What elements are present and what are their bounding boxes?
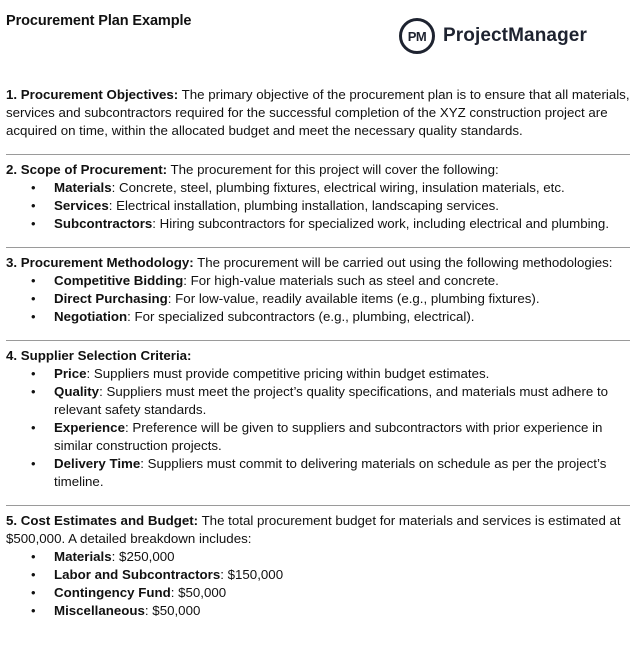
list-item-description: : $250,000 xyxy=(111,549,175,564)
list-item-term: Subcontractors xyxy=(54,216,153,231)
list-item xyxy=(6,308,630,326)
bullet-icon: • xyxy=(31,585,36,600)
section-heading: 1. Procurement Objectives: xyxy=(6,87,179,102)
section-paragraph xyxy=(6,347,630,365)
section-heading: 4. Supplier Selection Criteria: xyxy=(6,348,192,363)
list-item-description: : $150,000 xyxy=(220,567,284,582)
section-heading: 2. Scope of Procurement: xyxy=(6,162,168,177)
section-text: The total procurement budget for materials and services is estimated at $500,000. A detailed breakdown includes: xyxy=(6,513,621,546)
bullet-icon: • xyxy=(31,456,36,471)
projectmanager-logo xyxy=(399,17,587,55)
list-item-description: : Suppliers must provide competitive pricing within budget estimates. xyxy=(86,366,490,381)
list-item-term: Direct Purchasing xyxy=(54,291,168,306)
list-item xyxy=(6,179,630,197)
section-1 xyxy=(6,86,630,140)
bullet-list xyxy=(6,365,630,491)
list-item-term: Delivery Time xyxy=(54,456,141,471)
pm-logo-icon: PM xyxy=(399,18,435,54)
list-item xyxy=(6,290,630,308)
list-item xyxy=(6,383,630,419)
list-item-term: Labor and Subcontractors xyxy=(54,567,221,582)
list-item-description: : Hiring subcontractors for specialized work, including electrical and plumbing. xyxy=(152,216,610,231)
section-divider xyxy=(6,505,630,506)
section-divider xyxy=(6,247,630,248)
list-item-description: : $50,000 xyxy=(144,603,201,618)
document-title: Procurement Plan Example xyxy=(6,13,192,29)
list-item-term: Services xyxy=(54,198,109,213)
section-paragraph xyxy=(6,512,630,548)
list-item-term: Price xyxy=(54,366,87,381)
bullet-list xyxy=(6,179,630,233)
section-paragraph xyxy=(6,161,630,179)
list-item-description: : Suppliers must meet the project’s quality specifications, and materials must adhere to relevant safety standards. xyxy=(54,384,609,417)
bullet-icon: • xyxy=(31,273,36,288)
logo-wordmark: ProjectManager xyxy=(443,25,587,46)
list-item-term: Competitive Bidding xyxy=(54,273,184,288)
list-item-term: Negotiation xyxy=(54,309,128,324)
list-item-description: : For specialized subcontractors (e.g., plumbing, electrical). xyxy=(127,309,475,324)
section-paragraph xyxy=(6,86,630,140)
bullet-icon: • xyxy=(31,549,36,564)
list-item-description: : Concrete, steel, plumbing fixtures, electrical wiring, insulation materials, etc. xyxy=(111,180,565,195)
list-item-description: : For low-value, readily available items (e.g., plumbing fixtures). xyxy=(167,291,540,306)
section-divider xyxy=(6,340,630,341)
bullet-list xyxy=(6,272,630,326)
list-item-term: Contingency Fund xyxy=(54,585,171,600)
list-item-term: Miscellaneous xyxy=(54,603,145,618)
document-body xyxy=(6,86,630,620)
section-divider xyxy=(6,154,630,155)
section-2 xyxy=(6,161,630,233)
list-item xyxy=(6,365,630,383)
bullet-icon: • xyxy=(31,216,36,231)
list-item-description: : Electrical installation, plumbing installation, landscaping services. xyxy=(108,198,499,213)
list-item xyxy=(6,272,630,290)
list-item-term: Experience xyxy=(54,420,125,435)
list-item-description: : Preference will be given to suppliers and subcontractors with prior experience in similar construction projects. xyxy=(54,420,603,453)
section-text: The procurement will be carried out using the following methodologies: xyxy=(193,255,613,270)
list-item xyxy=(6,215,630,233)
section-heading: 5. Cost Estimates and Budget: xyxy=(6,513,199,528)
bullet-icon: • xyxy=(31,384,36,399)
section-text: The procurement for this project will cover the following: xyxy=(167,162,499,177)
section-paragraph xyxy=(6,254,630,272)
bullet-icon: • xyxy=(31,366,36,381)
list-item xyxy=(6,197,630,215)
bullet-icon: • xyxy=(31,198,36,213)
list-item xyxy=(6,548,630,566)
section-3 xyxy=(6,254,630,326)
bullet-icon: • xyxy=(31,291,36,306)
list-item-description: : Suppliers must commit to delivering materials on schedule as per the project’s timeline. xyxy=(54,456,607,489)
list-item xyxy=(6,602,630,620)
list-item-term: Materials xyxy=(54,549,112,564)
bullet-icon: • xyxy=(31,603,36,618)
section-heading: 3. Procurement Methodology: xyxy=(6,255,194,270)
section-text: The primary objective of the procurement plan is to ensure that all materials, services and subcontractors required for the successful completion of the XYZ construction project are acquired on time, within the allocated budget and meet the necessary quality standards. xyxy=(6,87,630,138)
list-item xyxy=(6,455,630,491)
bullet-icon: • xyxy=(31,309,36,324)
list-item xyxy=(6,566,630,584)
bullet-list xyxy=(6,548,630,620)
list-item xyxy=(6,584,630,602)
bullet-icon: • xyxy=(31,180,36,195)
bullet-icon: • xyxy=(31,420,36,435)
list-item-term: Materials xyxy=(54,180,112,195)
list-item-description: : For high-value materials such as steel and concrete. xyxy=(183,273,499,288)
list-item xyxy=(6,419,630,455)
list-item-term: Quality xyxy=(54,384,100,399)
section-4 xyxy=(6,347,630,491)
section-5 xyxy=(6,512,630,620)
bullet-icon: • xyxy=(31,567,36,582)
list-item-description: : $50,000 xyxy=(170,585,227,600)
